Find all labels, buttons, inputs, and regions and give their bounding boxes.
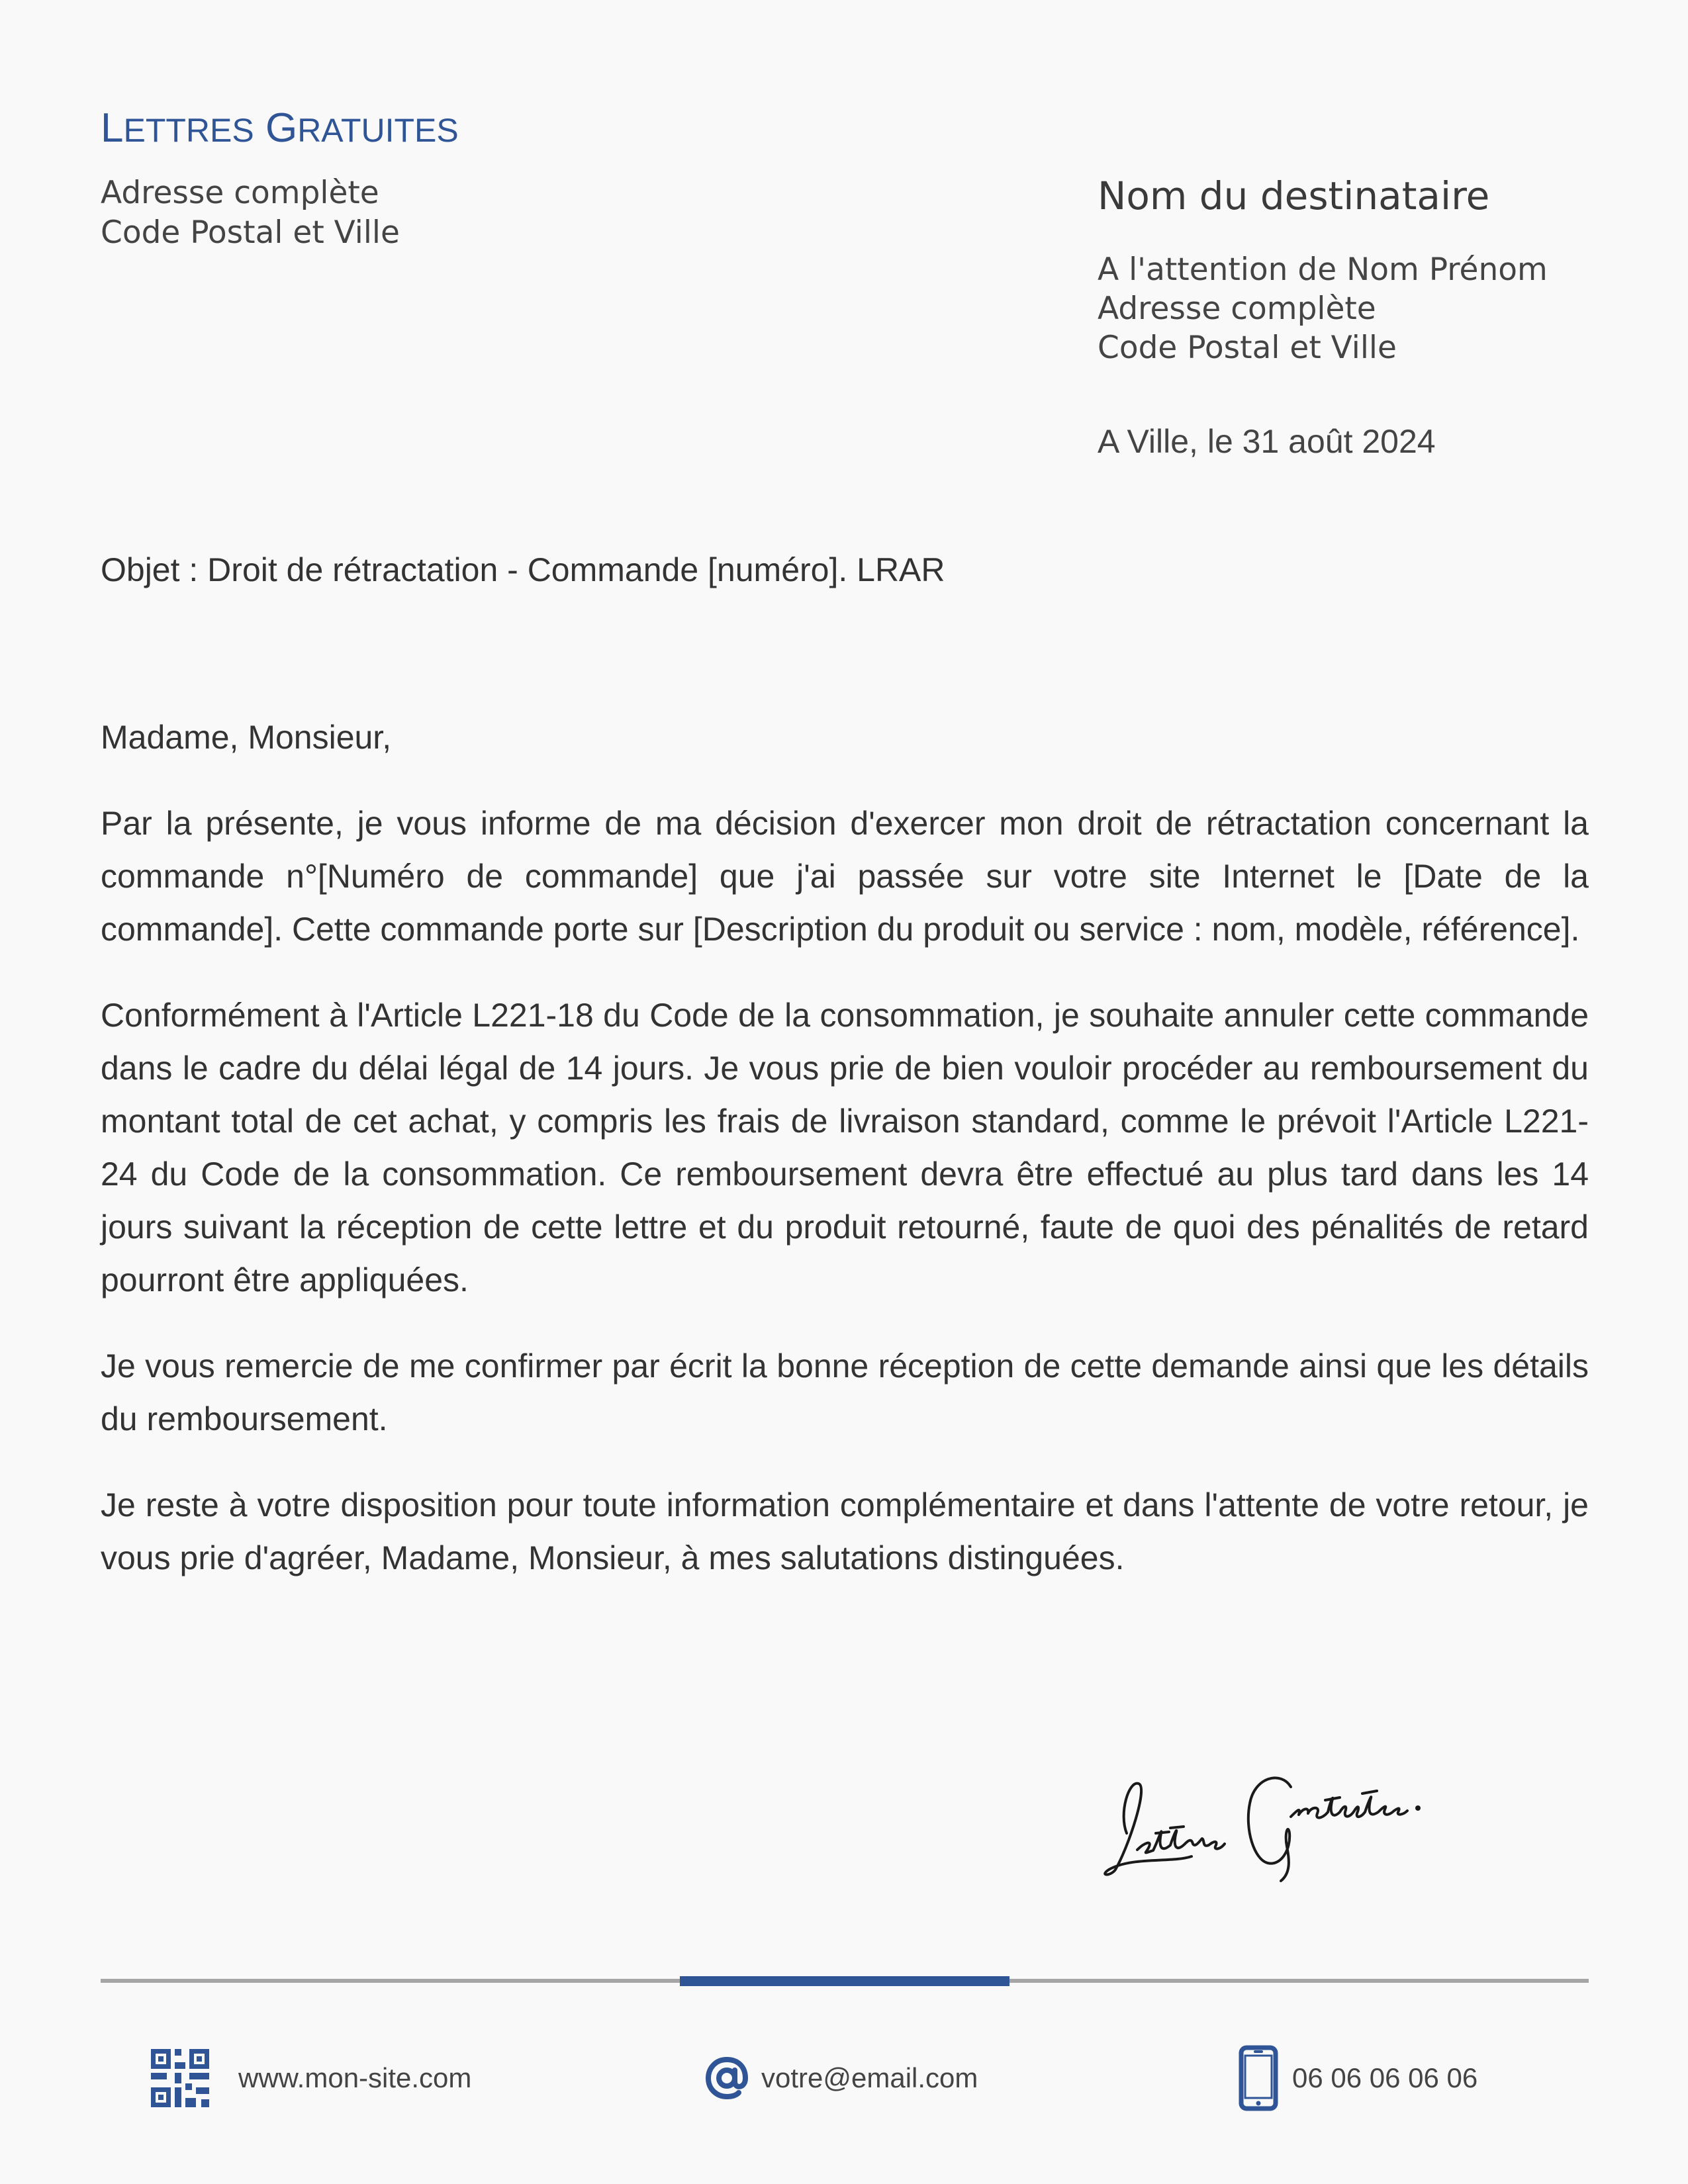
footer-website [148, 2045, 471, 2111]
sender-city: Code Postal et Ville [101, 214, 400, 251]
phone-text[interactable]: 06 06 06 06 06 [1292, 2062, 1478, 2093]
recipient-name: Nom du destinataire [1098, 173, 1490, 218]
sender-name-initial-2: G [265, 105, 298, 151]
paragraph-2: Conformément à l'Article L221-18 du Code de la consommation, je souhaite annuler cette commande dans le cadre du délai légal de 14 jours. Je vous prie de bien vouloir procéder au remboursement du montant total de cet achat, y compris les frais de livraison standard, comme le prévoit l'Article L221-24 du Code de la consommation. Ce remboursement devra être effectué au plus tard dans les 14 jours suivant la réception de cette lettre et du produit retourné, faute de quoi des pénalités de retard pourront être appliquées. [101, 997, 1589, 1298]
sender-name-rest-1: ETTRES [123, 112, 254, 149]
paragraph-3: Je vous remercie de me confirmer par écrit la bonne réception de cette demande ainsi que les détails du remboursement. [101, 1347, 1589, 1437]
sender-address-block [101, 173, 400, 253]
smartphone-icon [1238, 2045, 1279, 2111]
sender-address: Adresse complète [101, 175, 379, 211]
recipient-city: Code Postal et Ville [1098, 330, 1397, 366]
handwritten-signature [1092, 1734, 1443, 1893]
date-line: A Ville, le 31 août 2024 [1098, 423, 1436, 460]
recipient-attention: A l'attention de Nom Prénom [1098, 251, 1548, 288]
website-text[interactable]: www.mon-site.com [238, 2062, 472, 2093]
letter-body [101, 711, 1589, 1617]
email-text[interactable]: votre@email.com [761, 2062, 978, 2093]
recipient-block [1098, 173, 1548, 367]
footer-email [702, 2045, 978, 2111]
salutation: Madame, Monsieur, [101, 719, 392, 756]
sender-name-rest-2: RATUITES [297, 112, 459, 149]
sender-name-initial-1: L [101, 105, 124, 151]
footer-accent-bar [680, 1976, 1009, 1986]
qr-code-icon [148, 2046, 212, 2110]
at-sign-icon [702, 2053, 752, 2103]
footer-phone [1238, 2045, 1477, 2111]
paragraph-1: Par la présente, je vous informe de ma décision d'exercer mon droit de rétractation concernant la commande n°[Numéro de commande] que j'ai passée sur votre site Internet le [Date de la commande]. Cette commande porte sur [Description du produit ou service : nom, modèle, référence]. [101, 805, 1589, 948]
subject-line: Objet : Droit de rétractation - Commande [numéro]. LRAR [101, 551, 945, 588]
paragraph-4: Je reste à votre disposition pour toute information complémentaire et dans l'attente de votre retour, je vous prie d'agréer, Madame, Monsieur, à mes salutations distinguées. [101, 1486, 1589, 1576]
recipient-address: Adresse complète [1098, 291, 1376, 327]
sender-name [101, 105, 459, 152]
